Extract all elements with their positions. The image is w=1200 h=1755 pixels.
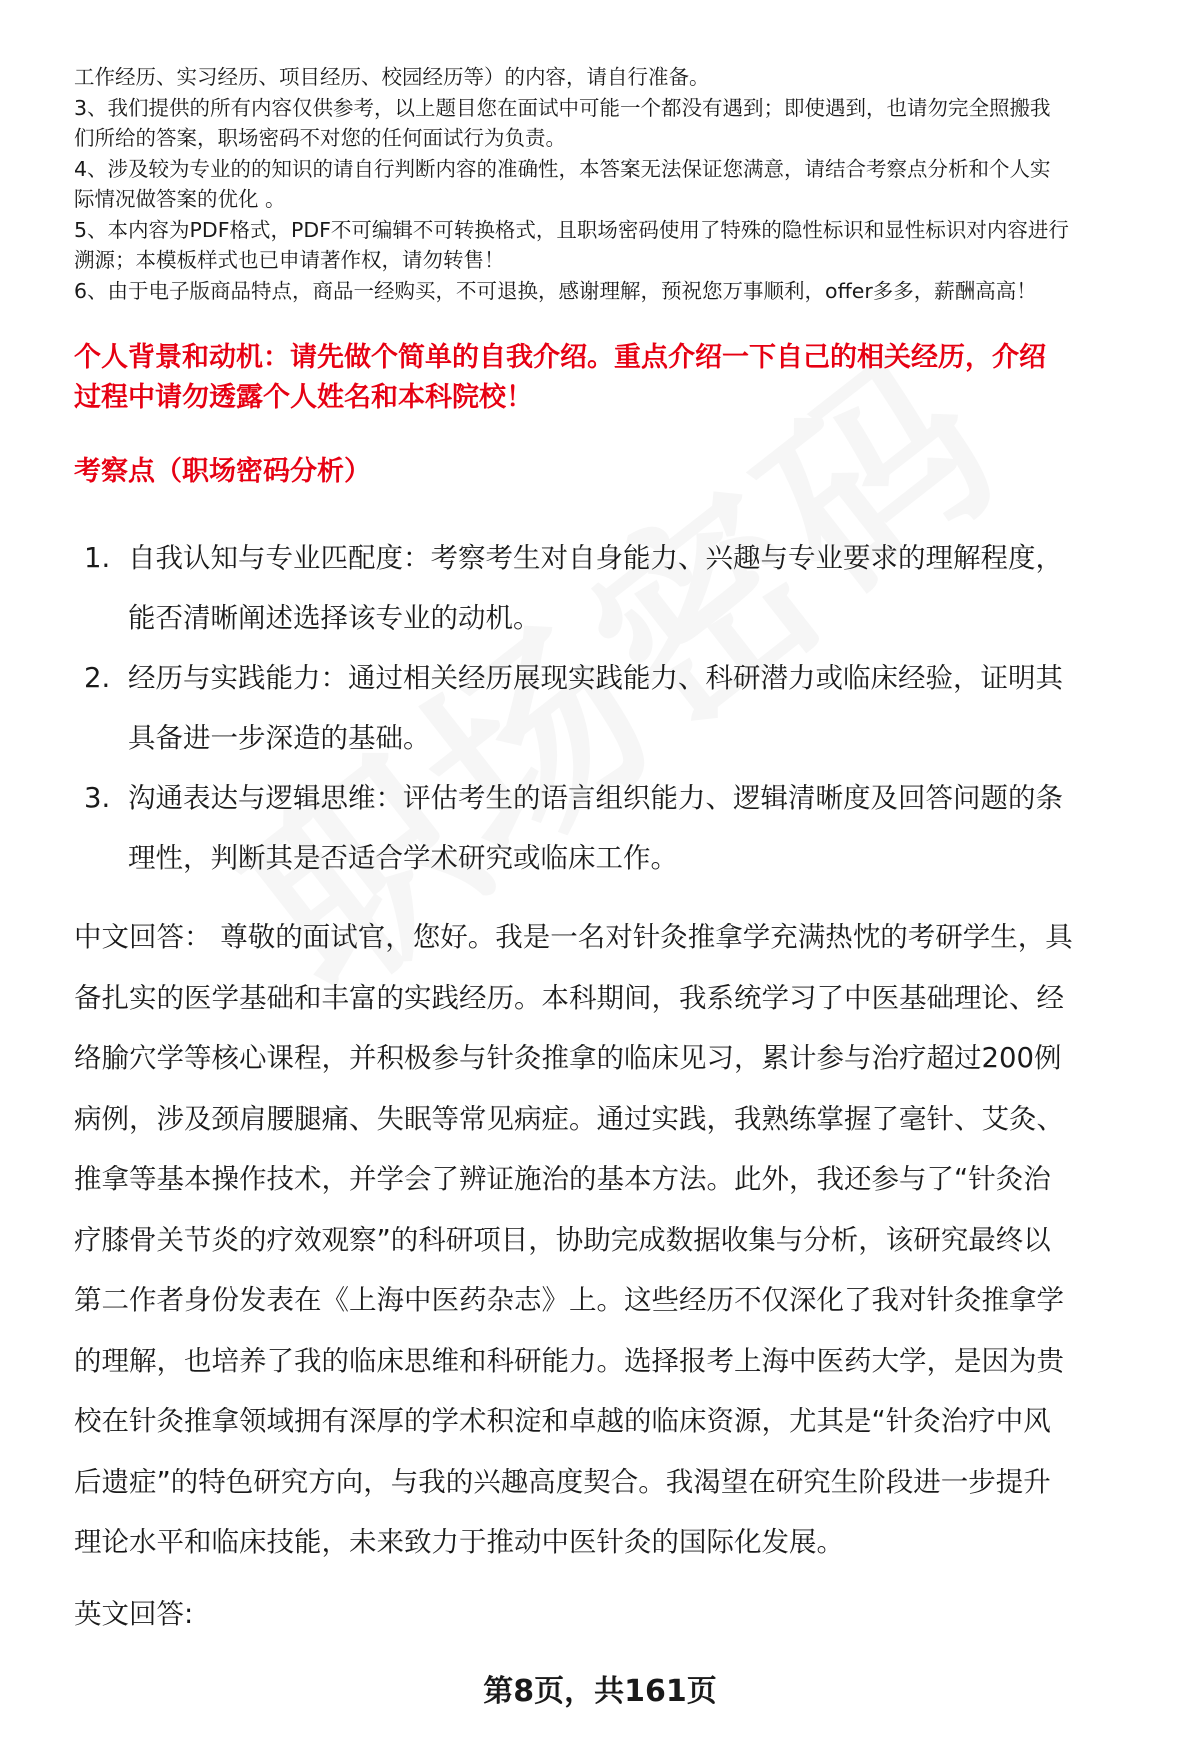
answer-line: 第二作者身份发表在《上海中医药杂志》上。这些经历不仅深化了我对针灸推拿学 <box>74 1284 1064 1316</box>
interview-question <box>74 338 1154 418</box>
point-line: 能否清晰阐述选择该专业的动机。 <box>128 602 541 634</box>
note-line: 3、我们提供的所有内容仅供参考，以上题目您在面试中可能一个都没有遇到；即使遇到，也请勿完全照搬我 <box>74 95 1051 120</box>
exam-point-item <box>84 648 1164 768</box>
answer-line: 病例，涉及颈肩腰腿痛、失眠等常见病症。通过实践，我熟练掌握了毫针、艾灸、 <box>74 1102 1064 1135</box>
question-line: 过程中请勿透露个人姓名和本科院校！ <box>74 382 533 413</box>
point-line: 理性，判断其是否适合学术研究或临床工作。 <box>128 842 678 874</box>
answer-line: 校在针灸推拿领域拥有深厚的学术积淀和卓越的临床资源，尤其是“针灸治疗中风 <box>74 1405 1051 1437</box>
answer-line: 中文回答： 尊敬的面试官，您好。我是一名对针灸推拿学充满热忱的考研学生，具 <box>74 921 1073 953</box>
point-text <box>128 648 1164 768</box>
answer-line: 后遗症”的特色研究方向，与我的兴趣高度契合。我渴望在研究生阶段进一步提升 <box>74 1465 1051 1498</box>
note-line: 5、本内容为PDF格式，PDF不可编辑不可转换格式，且职场密码使用了特殊的隐性标识和显性标识对内容进行 <box>74 217 1069 242</box>
english-answer-label: 英文回答: <box>74 1598 194 1630</box>
chinese-answer <box>74 907 1164 1573</box>
exam-points-list <box>84 528 1164 888</box>
exam-points-heading: 考察点（职场密码分析） <box>74 456 371 487</box>
point-line: 经历与实践能力：通过相关经历展现实践能力、科研潜力或临床经验，证明其 <box>128 662 1063 694</box>
point-line: 自我认知与专业匹配度：考察考生对自身能力、兴趣与专业要求的理解程度， <box>128 542 1063 574</box>
note-line: 际情况做答案的优化 。 <box>74 187 286 211</box>
point-text <box>128 768 1164 888</box>
note-line: 溯源；本模板样式也已申请著作权，请勿转售！ <box>74 248 505 272</box>
note-line: 4、涉及较为专业的的知识的请自行判断内容的准确性，本答案无法保证您满意，请结合考察点分析和个人实 <box>74 156 1051 181</box>
note-line: 6、由于电子版商品特点，商品一经购买，不可退换，感谢理解，预祝您万事顺利，offer多多，薪酬高高！ <box>74 278 1037 303</box>
answer-line: 的理解，也培养了我的临床思维和科研能力。选择报考上海中医药大学，是因为贵 <box>74 1344 1064 1377</box>
answer-line: 理论水平和临床技能，未来致力于推动中医针灸的国际化发展。 <box>74 1526 844 1558</box>
question-line: 个人背景和动机：请先做个简单的自我介绍。重点介绍一下自己的相关经历，介绍 <box>74 342 1046 373</box>
exam-point-item <box>84 528 1164 648</box>
disclaimer-notes <box>74 62 1164 306</box>
exam-point-item <box>84 768 1164 888</box>
note-line: 工作经历、实习经历、项目经历、校园经历等）的内容，请自行准备。 <box>74 65 710 89</box>
point-number: 2. <box>84 662 111 694</box>
answer-line: 备扎实的医学基础和丰富的实践经历。本科期间，我系统学习了中医基础理论、经 <box>74 981 1064 1014</box>
point-number: 3. <box>84 782 111 814</box>
answer-line: 络腧穴学等核心课程，并积极参与针灸推拿的临床见习，累计参与治疗超过200例 <box>74 1042 1062 1074</box>
point-number: 1. <box>84 542 111 574</box>
answer-line: 推拿等基本操作技术，并学会了辨证施治的基本方法。此外，我还参与了“针灸治 <box>74 1163 1051 1195</box>
answer-line: 疗膝骨关节炎的疗效观察”的科研项目，协助完成数据收集与分析，该研究最终以 <box>74 1223 1051 1256</box>
note-line: 们所给的答案，职场密码不对您的任何面试行为负责。 <box>74 126 566 150</box>
point-line: 沟通表达与逻辑思维：评估考生的语言组织能力、逻辑清晰度及回答问题的条 <box>128 782 1063 814</box>
point-text <box>128 528 1164 648</box>
page-footer: 第8页，共161页 <box>483 1674 717 1709</box>
point-line: 具备进一步深造的基础。 <box>128 722 431 754</box>
